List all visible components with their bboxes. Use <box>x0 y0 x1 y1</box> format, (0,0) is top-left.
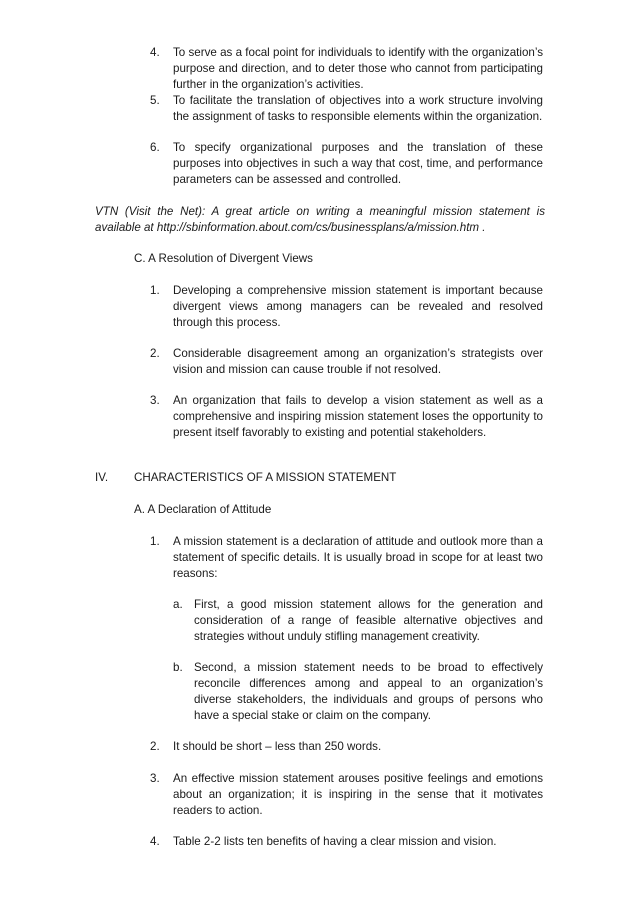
list-item <box>150 140 543 188</box>
list-text: An organization that fails to develop a vision statement as well as a comprehensive and inspiring mission statement loses the opportunity to present itself favorably to existing and potential stakeholders. <box>173 394 543 439</box>
list-text: To serve as a focal point for individuals to identify with the organization’s purpose and direction, and to deter those who cannot from participating further in the organization’s activities. <box>173 46 543 91</box>
list-number: 2. <box>150 347 160 360</box>
list-number: 3. <box>150 772 160 785</box>
section-iv-number: IV. <box>95 471 109 484</box>
list-text: An effective mission statement arouses positive feelings and emotions about an organization; it is inspiring in the sense that it motivates readers to action. <box>173 772 543 817</box>
list-number: 4. <box>150 46 160 59</box>
list-number: 2. <box>150 740 160 753</box>
section-c-heading: C. A Resolution of Divergent Views <box>134 252 313 265</box>
sublist-item <box>173 660 543 724</box>
list-number: 5. <box>150 94 160 107</box>
list-text: Developing a comprehensive mission statement is important because divergent views among managers can be revealed and resolved through this process. <box>173 284 543 329</box>
list-item <box>150 771 543 819</box>
list-item <box>150 283 543 331</box>
list-number: 6. <box>150 141 160 154</box>
subsection-a-heading: A. A Declaration of Attitude <box>134 503 272 516</box>
list-text: To facilitate the translation of objectives into a work structure involving the assignment of tasks to responsible elements within the organization. <box>173 94 543 123</box>
list-number: 4. <box>150 835 160 848</box>
list-item <box>150 393 543 441</box>
list-item <box>150 45 543 93</box>
list-item <box>150 93 543 125</box>
list-number: 1. <box>150 535 160 548</box>
section-iv-heading: CHARACTERISTICS OF A MISSION STATEMENT <box>134 471 397 484</box>
sublist-letter: b. <box>173 661 183 674</box>
list-text: Considerable disagreement among an organization’s strategists over vision and mission can cause trouble if not resolved. <box>173 347 543 376</box>
sublist-text: First, a good mission statement allows for the generation and consideration of a range of feasible alternative objectives and strategies without unduly stifling management creativity. <box>194 598 543 643</box>
list-text: A mission statement is a declaration of attitude and outlook more than a statement of specific details. It is usually broad in scope for at least two reasons: <box>173 535 543 580</box>
sublist-letter: a. <box>173 598 183 611</box>
list-item <box>150 346 543 378</box>
vtn-note: VTN (Visit the Net): A great article on writing a meaningful mission statement is available at http://sbinformation.about.com/cs/businessplans/a/mission.htm . <box>95 205 545 234</box>
sublist-item <box>173 597 543 645</box>
sublist-text: Second, a mission statement needs to be broad to effectively reconcile differences among and appeal to an organization’s diverse stakeholders, the individuals and groups of persons who have a special stake or claim on the company. <box>194 661 543 722</box>
list-item <box>150 534 543 582</box>
list-text: It should be short – less than 250 words. <box>173 740 382 753</box>
list-text: To specify organizational purposes and the translation of these purposes into objectives in such a way that cost, time, and performance parameters can be assessed and controlled. <box>173 141 543 186</box>
list-number: 1. <box>150 284 160 297</box>
list-item <box>150 834 543 850</box>
list-text: Table 2-2 lists ten benefits of having a clear mission and vision. <box>173 835 497 848</box>
list-number: 3. <box>150 394 160 407</box>
list-item <box>150 739 543 755</box>
